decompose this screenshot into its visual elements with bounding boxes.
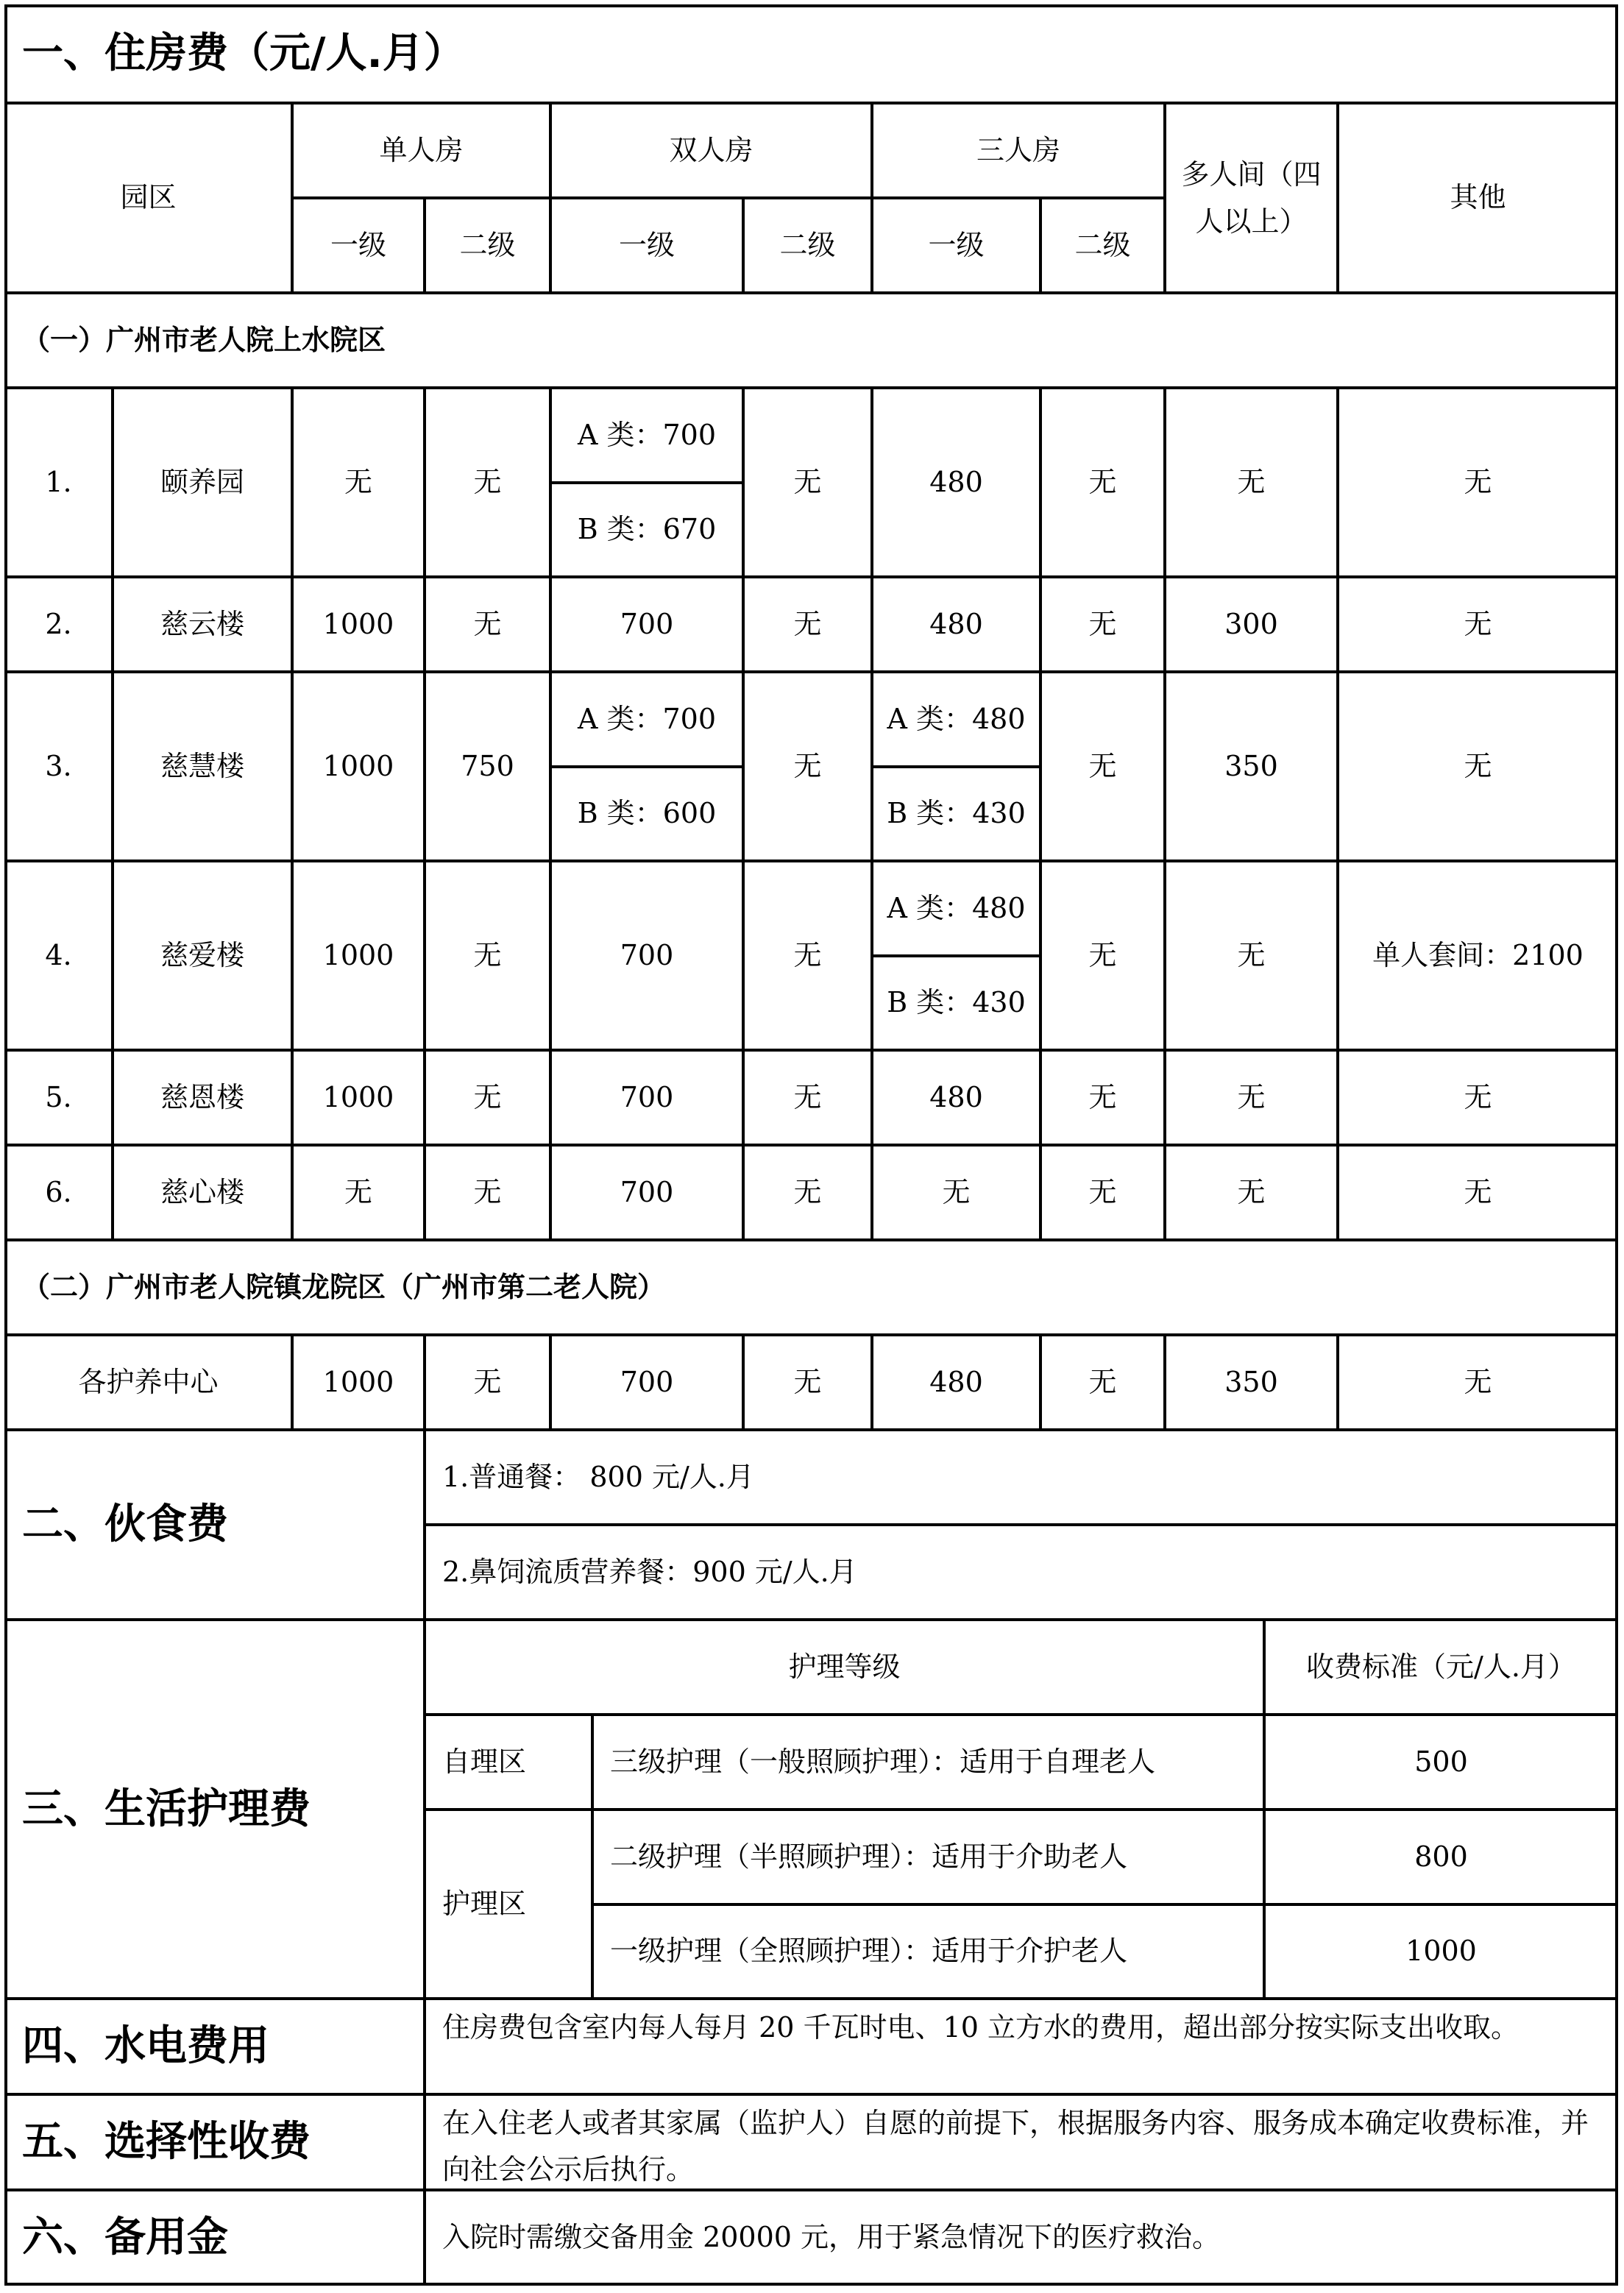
campus-shangshui-title: （一）广州市老人院上水院区 xyxy=(22,323,386,356)
header-campus: 园区 xyxy=(120,181,177,214)
single-grade2-fee: 无 xyxy=(473,1175,502,1208)
double-grade1-fee: 700 xyxy=(620,1365,674,1398)
care-level-desc: 三级护理（一般照顾护理）：适用于自理老人 xyxy=(610,1745,1156,1778)
double-grade2-fee: 无 xyxy=(793,938,822,971)
header-single-grade2: 二级 xyxy=(459,228,516,261)
triple-grade1-fee-b: B 类：430 xyxy=(887,797,1026,830)
single-grade1-fee: 1000 xyxy=(322,607,394,640)
food-item-regular: 1.普通餐： 800 元/人.月 xyxy=(442,1460,754,1493)
row-number: 3. xyxy=(45,749,72,782)
row-building-name: 慈心楼 xyxy=(160,1175,244,1208)
single-grade2-fee: 无 xyxy=(473,938,502,971)
double-grade1-fee: 700 xyxy=(620,938,674,971)
care-level-fee: 800 xyxy=(1414,1840,1468,1873)
care-level-fee: 500 xyxy=(1414,1745,1468,1778)
care-level-fee: 1000 xyxy=(1405,1935,1477,1968)
double-grade1-fee: 700 xyxy=(620,1080,674,1113)
triple-grade1-fee: 480 xyxy=(929,607,983,640)
row-building-name: 慈慧楼 xyxy=(160,749,244,782)
double-grade1-fee-a: A 类：700 xyxy=(577,418,717,451)
multi-room-fee: 350 xyxy=(1224,1365,1278,1398)
single-grade1-fee: 1000 xyxy=(322,1365,394,1398)
header-single-room: 单人房 xyxy=(379,133,464,166)
double-grade1-fee-a: A 类：700 xyxy=(577,702,717,735)
double-grade2-fee: 无 xyxy=(793,749,822,782)
section-housing-title: 一、住房费（元/人.月） xyxy=(22,29,465,78)
double-grade2-fee: 无 xyxy=(793,607,822,640)
section-care-title: 三、生活护理费 xyxy=(22,1785,311,1833)
multi-room-fee: 350 xyxy=(1224,749,1278,782)
other-fee: 单人套间：2100 xyxy=(1372,938,1584,971)
multi-room-fee: 300 xyxy=(1224,607,1278,640)
triple-grade2-fee: 无 xyxy=(1088,1365,1117,1398)
multi-room-fee: 无 xyxy=(1237,1080,1266,1113)
single-grade1-fee: 无 xyxy=(344,1175,372,1208)
row-number: 2. xyxy=(45,607,72,640)
fee-table xyxy=(4,4,1618,2286)
triple-grade1-fee: 无 xyxy=(942,1175,971,1208)
section-optional-title: 五、选择性收费 xyxy=(22,2118,311,2166)
triple-grade1-fee-a: A 类：480 xyxy=(887,702,1026,735)
triple-grade2-fee: 无 xyxy=(1088,1175,1117,1208)
single-grade2-fee: 无 xyxy=(473,465,502,498)
row-building-name: 慈云楼 xyxy=(160,607,244,640)
section-food-title: 二、伙食费 xyxy=(22,1500,228,1549)
multi-room-fee: 无 xyxy=(1237,465,1266,498)
triple-grade2-fee: 无 xyxy=(1088,938,1117,971)
triple-grade1-fee: 480 xyxy=(929,1365,983,1398)
triple-grade1-fee-b: B 类：430 xyxy=(887,986,1026,1019)
multi-room-fee: 无 xyxy=(1237,938,1266,971)
header-triple-grade2: 二级 xyxy=(1074,228,1131,261)
single-grade2-fee: 无 xyxy=(473,607,502,640)
header-double-grade1: 一级 xyxy=(618,228,675,261)
row-building-name: 各护养中心 xyxy=(78,1365,219,1398)
care-level-desc: 二级护理（半照顾护理）：适用于介助老人 xyxy=(610,1840,1128,1873)
single-grade1-fee: 1000 xyxy=(322,749,394,782)
single-grade1-fee: 1000 xyxy=(322,1080,394,1113)
single-grade2-fee: 无 xyxy=(473,1365,502,1398)
double-grade2-fee: 无 xyxy=(793,1365,822,1398)
double-grade2-fee: 无 xyxy=(793,1080,822,1113)
header-single-grade1: 一级 xyxy=(330,228,386,261)
row-building-name: 慈恩楼 xyxy=(160,1080,244,1113)
section-deposit-title: 六、备用金 xyxy=(22,2214,228,2262)
other-fee: 无 xyxy=(1464,465,1492,498)
single-grade1-fee: 1000 xyxy=(322,938,394,971)
triple-grade2-fee: 无 xyxy=(1088,749,1117,782)
row-building-name: 慈爱楼 xyxy=(160,938,244,971)
row-number: 1. xyxy=(45,465,72,498)
triple-grade1-fee: 480 xyxy=(929,465,983,498)
nursing-zone: 护理区 xyxy=(442,1887,527,1920)
other-fee: 无 xyxy=(1464,1080,1492,1113)
double-grade2-fee: 无 xyxy=(793,465,822,498)
triple-grade2-fee: 无 xyxy=(1088,465,1117,498)
other-fee: 无 xyxy=(1464,1175,1492,1208)
double-grade1-fee: 700 xyxy=(620,607,674,640)
care-fee-header: 收费标准（元/人.月） xyxy=(1306,1650,1576,1683)
self-care-zone: 自理区 xyxy=(442,1745,527,1778)
triple-grade2-fee: 无 xyxy=(1088,1080,1117,1113)
header-triple-room: 三人房 xyxy=(976,133,1060,166)
multi-room-fee: 无 xyxy=(1237,1175,1266,1208)
care-level-header: 护理等级 xyxy=(788,1650,901,1683)
double-grade1-fee-b: B 类：670 xyxy=(577,513,717,546)
double-grade2-fee: 无 xyxy=(793,1175,822,1208)
single-grade1-fee: 无 xyxy=(344,465,372,498)
row-building-name: 颐养园 xyxy=(160,465,244,498)
other-fee: 无 xyxy=(1464,749,1492,782)
other-fee: 无 xyxy=(1464,607,1492,640)
deposit-text: 入院时需缴交备用金 20000 元，用于紧急情况下的医疗救治。 xyxy=(442,2221,1221,2254)
single-grade2-fee: 750 xyxy=(461,749,514,782)
row-number: 4. xyxy=(45,938,72,971)
single-grade2-fee: 无 xyxy=(473,1080,502,1113)
row-number: 6. xyxy=(45,1175,72,1208)
header-double-room: 双人房 xyxy=(669,133,754,166)
header-double-grade2: 二级 xyxy=(779,228,836,261)
section-utility-title: 四、水电费用 xyxy=(22,2022,269,2071)
triple-grade2-fee: 无 xyxy=(1088,607,1117,640)
campus-zhenlong-title: （二）广州市老人院镇龙院区（广州市第二老人院） xyxy=(22,1270,666,1303)
header-multi-room: 多人间（四人以上） xyxy=(1181,158,1322,238)
double-grade1-fee: 700 xyxy=(620,1175,674,1208)
triple-grade1-fee: 480 xyxy=(929,1080,983,1113)
care-level-desc: 一级护理（全照顾护理）：适用于介护老人 xyxy=(610,1935,1128,1968)
optional-text: 在入住老人或者其家属（监护人）自愿的前提下，根据服务内容、服务成本确定收费标准，并向社会公示后执行。 xyxy=(442,2107,1589,2186)
row-number: 5. xyxy=(45,1080,72,1113)
other-fee: 无 xyxy=(1464,1365,1492,1398)
header-other: 其他 xyxy=(1450,181,1506,214)
triple-grade1-fee-a: A 类：480 xyxy=(887,891,1026,924)
food-item-tube-feeding: 2.鼻饲流质营养餐：900 元/人.月 xyxy=(442,1555,857,1588)
header-triple-grade1: 一级 xyxy=(928,228,985,261)
double-grade1-fee-b: B 类：600 xyxy=(577,797,717,830)
utility-text: 住房费包含室内每人每月 20 千瓦时电、10 立方水的费用，超出部分按实际支出收取。 xyxy=(442,2011,1519,2044)
